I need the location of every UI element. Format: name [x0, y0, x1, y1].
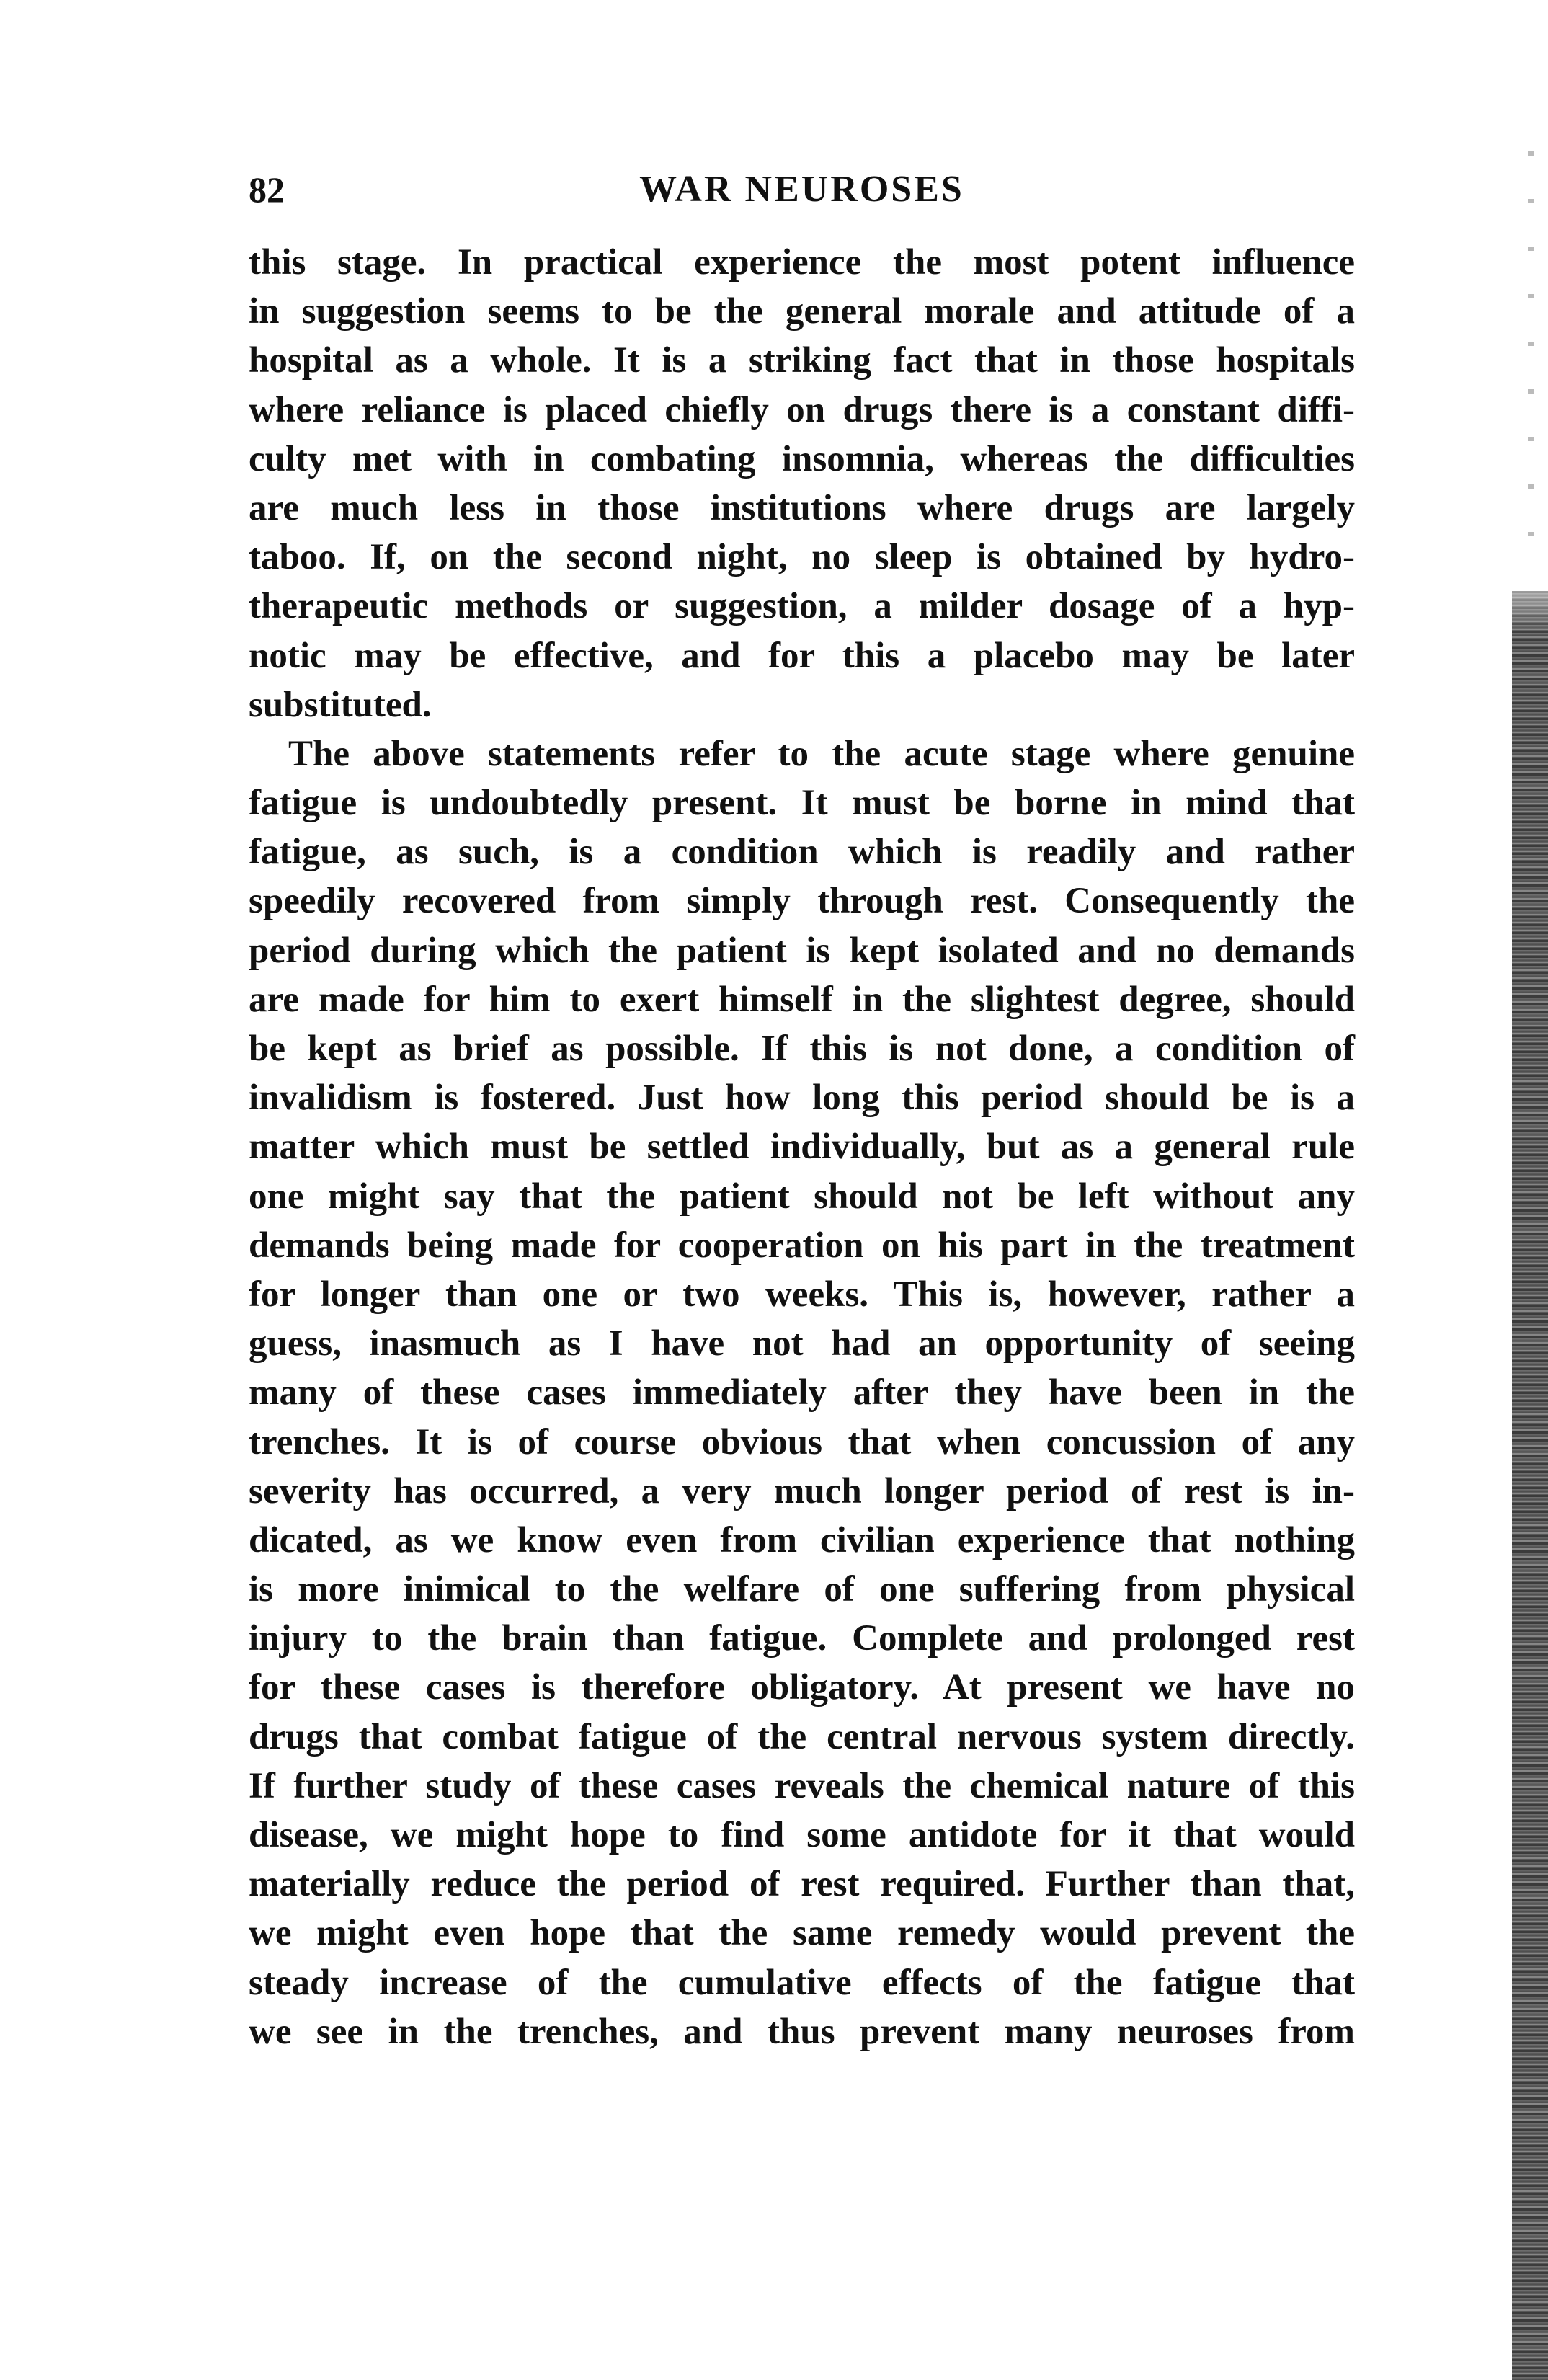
- text-line: severity has occurred, a very much longer period of rest is in-: [249, 1470, 1355, 1511]
- text-line: be kept as brief as possible. If this is not done, a condition of: [249, 1029, 1355, 1069]
- running-head: [249, 164, 1355, 215]
- text-line: are much less in those institutions where drugs are largely: [249, 487, 1355, 528]
- text-line: we see in the trenches, and thus prevent many neuroses from: [249, 2011, 1355, 2052]
- running-title: WAR NEUROSES: [639, 169, 964, 210]
- text-line: demands being made for cooperation on his part in the treatment: [249, 1225, 1355, 1266]
- paragraph-1: [249, 238, 1355, 729]
- text-line: for longer than one or two weeks. This is, however, rather a: [249, 1274, 1355, 1315]
- text-line: many of these cases immediately after they have been in the: [249, 1372, 1355, 1413]
- text-line: substituted.: [249, 684, 432, 725]
- body-text: [249, 238, 1355, 2056]
- text-line: where reliance is placed chiefly on drugs there is a constant diffi-: [249, 389, 1355, 430]
- text-line: one might say that the patient should not be left without any: [249, 1176, 1355, 1217]
- text-line: The above statements refer to the acute stage where genuine: [288, 733, 1355, 774]
- scan-page-edge: [1512, 591, 1548, 2380]
- text-line: this stage. In practical experience the most potent influence: [249, 242, 1355, 283]
- text-line: fatigue, as such, is a condition which is readily and rather: [249, 832, 1355, 873]
- text-line: hospital as a whole. It is a striking fact that in those hospitals: [249, 340, 1355, 381]
- text-line: we might even hope that the same remedy would prevent the: [249, 1913, 1355, 1954]
- text-line: drugs that combat fatigue of the central nervous system directly.: [249, 1716, 1355, 1757]
- scan-edge-fade: [1506, 548, 1548, 634]
- text-line: for these cases is therefore obligatory. At present we have no: [249, 1667, 1355, 1708]
- text-line: taboo. If, on the second night, no sleep is obtained by hydro-: [249, 537, 1355, 578]
- text-line: materially reduce the period of rest required. Further than that,: [249, 1864, 1355, 1905]
- text-line: guess, inasmuch as I have not had an opportunity of seeing: [249, 1323, 1355, 1364]
- scan-edge-specks: [1528, 108, 1534, 541]
- paragraph-2: [249, 729, 1355, 2056]
- text-line: are made for him to exert himself in the slightest degree, should: [249, 979, 1355, 1020]
- text-line: therapeutic methods or suggestion, a milder dosage of a hyp-: [249, 586, 1355, 627]
- text-line: If further study of these cases reveals the chemical nature of this: [249, 1765, 1355, 1806]
- text-line: disease, we might hope to find some antidote for it that would: [249, 1815, 1355, 1855]
- text-line: notic may be effective, and for this a placebo may be later: [249, 635, 1355, 676]
- text-line: matter which must be settled individually, but as a general rule: [249, 1127, 1355, 1168]
- page-number: 82: [249, 169, 285, 210]
- text-line: steady increase of the cumulative effects of the fatigue that: [249, 1962, 1355, 2003]
- text-line: period during which the patient is kept isolated and no demands: [249, 930, 1355, 971]
- text-line: in suggestion seems to be the general morale and attitude of a: [249, 291, 1355, 332]
- text-line: trenches. It is of course obvious that when concussion of any: [249, 1421, 1355, 1462]
- text-line: fatigue is undoubtedly present. It must be borne in mind that: [249, 783, 1355, 824]
- text-line: is more inimical to the welfare of one suffering from physical: [249, 1569, 1355, 1610]
- text-line: dicated, as we know even from civilian experience that nothing: [249, 1519, 1355, 1560]
- text-line: speedily recovered from simply through rest. Consequently the: [249, 881, 1355, 922]
- text-line: injury to the brain than fatigue. Complete and prolonged rest: [249, 1618, 1355, 1659]
- text-line: culty met with in combating insomnia, whereas the difficulties: [249, 438, 1355, 479]
- text-line: invalidism is fostered. Just how long this period should be is a: [249, 1078, 1355, 1119]
